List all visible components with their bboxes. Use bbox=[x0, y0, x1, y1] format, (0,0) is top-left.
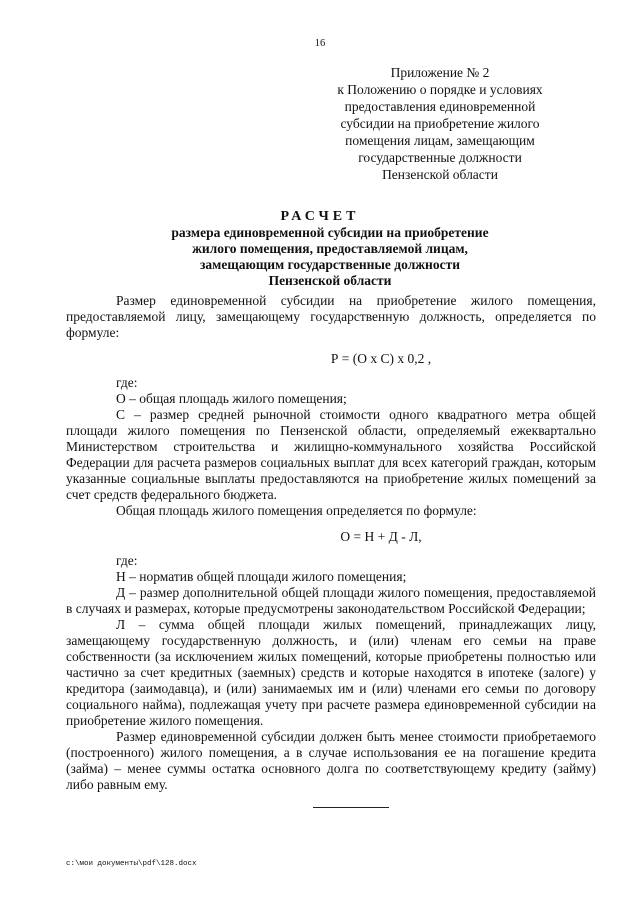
appendix-line: к Положению о порядке и условиях bbox=[337, 82, 543, 97]
where-label: где: bbox=[116, 553, 138, 568]
appendix-line: Приложение № 2 bbox=[390, 65, 490, 80]
definition-d: Д – размер дополнительной общей площади жилого помещения, предоставляемой в случаях и размерах, которые предусмотрены законодательством Российской Федерации; bbox=[66, 585, 596, 616]
area-formula: О = Н + Д - Л, bbox=[340, 529, 422, 544]
area-intro-paragraph: Общая площадь жилого помещения определяется по формуле: bbox=[116, 503, 477, 518]
document-title: РАСЧЕТ bbox=[280, 209, 360, 224]
final-paragraph: Размер единовременной субсидии должен быть менее стоимости приобретаемого (построенного) жилого помещения, а в случае использования ее на погашение кредита (займа) – менее суммы остатка основного долга по соответствующему кредиту (займу) либо равным ему. bbox=[66, 729, 596, 792]
document-body bbox=[66, 293, 596, 808]
subsidy-formula: Р = (О х С) х 0,2 , bbox=[330, 351, 432, 366]
appendix-line: государственные должности bbox=[358, 150, 522, 165]
intro-paragraph: Размер единовременной субсидии на приобретение жилого помещения, предоставляемой лицу, замещающему государственную должность, определяется по формуле: bbox=[66, 293, 596, 340]
appendix-header bbox=[300, 64, 580, 183]
where-label: где: bbox=[116, 375, 138, 390]
subtitle-line: Пензенской области bbox=[268, 273, 392, 288]
appendix-line: Пензенской области bbox=[382, 167, 498, 182]
page-number: 16 bbox=[314, 38, 326, 49]
subtitle-line: замещающим государственные должности bbox=[200, 257, 460, 272]
appendix-line: субсидии на приобретение жилого bbox=[340, 116, 540, 131]
subtitle-line: размера единовременной субсидии на приобретение bbox=[171, 225, 489, 240]
appendix-line: помещения лицам, замещающим bbox=[345, 133, 535, 148]
definition-o: О – общая площадь жилого помещения; bbox=[116, 391, 347, 406]
document-subtitle bbox=[140, 225, 520, 289]
definition-l: Л – сумма общей площади жилых помещений, принадлежащих лицу, замещающему государственную должность, и (или) членам его семьи на праве собственности (за исключением жилых помещений, которые приобретены полностью или частично за счет кредитных (заемных) средств и которые находятся в ипотеке (залоге) у кредитора (заимодавца), и (или) занимаемых им и (или) членами его семьи по договору социального найма), подлежащая учету при расчете размера единовременной субсидии на приобретение жилого помещения. bbox=[66, 617, 596, 728]
definition-c: С – размер средней рыночной стоимости одного квадратного метра общей площади жилого помещения по Пензенской области, определяемый ежеквартально Министерством строительства и жилищно-коммунального хозяйства Российской Федерации для расчета размеров социальных выплат для всех категорий граждан, которым указанные социальные выплаты предоставляются на приобретение жилых помещений за счет средств федерального бюджета. bbox=[66, 407, 596, 502]
definition-n: Н – норматив общей площади жилого помещения; bbox=[116, 569, 407, 584]
appendix-line: предоставления единовременной bbox=[344, 99, 536, 114]
separator-line bbox=[313, 807, 389, 808]
file-path-footer: c:\мои документы\pdf\128.docx bbox=[66, 860, 197, 868]
subtitle-line: жилого помещения, предоставляемой лицам, bbox=[192, 241, 468, 256]
